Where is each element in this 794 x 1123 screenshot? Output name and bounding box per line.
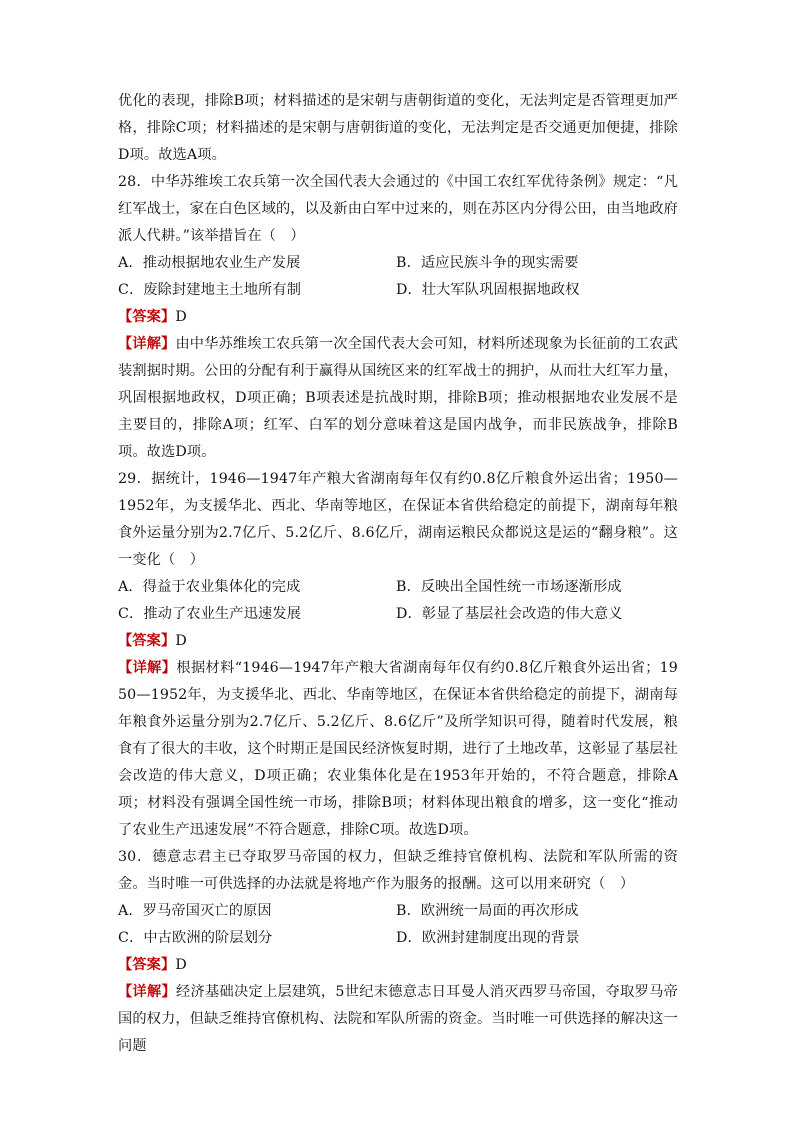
option-b: B．反映出全国性统一市场逐渐形成 [396,579,622,595]
answer-value: D [175,633,187,649]
answer-line [118,628,678,655]
option-a: A．推动根据地农业生产发展 [118,255,301,271]
detail-text: 由中华苏维埃工农兵第一次全国代表大会可知，材料所述现象为长征前的工农武装割据时期。公田的分配有利于赢得从国统区来的红军战士的拥护，从而壮大红军力量，巩固根据地政权，D项正确；B项表述是抗战时期，排除B项；推动根据地农业发展不是主要目的，排除A项；红军、白军的划分意味着这是国内战争，而非民族战争，排除B项。故选D项。 [118,336,678,460]
answer-label: 【答案】 [118,309,176,325]
detail-paragraph [118,655,678,844]
answer-label: 【答案】 [118,957,176,973]
answer-line [118,304,678,331]
answer-label: 【答案】 [118,633,176,649]
detail-label: 【详解】 [118,660,177,676]
answer-line [118,952,678,979]
detail-paragraph [118,979,678,1060]
question-stem: 30．德意志君主已夺取罗马帝国的权力，但缺乏维持官僚机构、法院和军队所需的资金。当时唯一可供选择的办法就是将地产作为服务的报酬。这可以用来研究（ ） [118,849,678,892]
options-grid [118,898,678,952]
detail-text: 根据材料“1946—1947年产粮大省湖南每年仅有约0.8亿斤粮食外运出省；1950—1952年，为支援华北、西北、华南等地区，在保证本省供给稳定的前提下，湖南每年粮食外运量分别为2.7亿斤、5.2亿斤、8.6亿斤”及所学知识可得，随着时代发展，粮食有了很大的丰收，这个时期正是国民经济恢复时期，进行了土地改革，这彰显了基层社会改造的伟大意义，D项正确；农业集体化是在1953年开始的，不符合题意，排除A项；材料没有强调全国性统一市场，排除B项；材料体现出粮食的增多，这一变化“推动了农业生产迅速发展”不符合题意，排除C项。故选D项。 [118,660,678,838]
option-c: C．中古欧洲的阶层划分 [118,930,273,946]
option-b: B．适应民族斗争的现实需要 [396,255,579,271]
question-stem: 29．据统计，1946—1947年产粮大省湖南每年仅有约0.8亿斤粮食外运出省；1950—1952年，为支援华北、西北、华南等地区，在保证本省供给稳定的前提下，湖南每年粮食外运量分别为2.7亿斤、5.2亿斤、8.6亿斤，湖南运粮民众都说这是运的“翻身粮”。这一变化（ ） [118,471,679,568]
option-a: A．得益于农业集体化的完成 [118,579,301,595]
option-c: C．废除封建地主土地所有制 [118,282,302,298]
option-d: D．壮大军队巩固根据地政权 [396,282,580,298]
option-b: B．欧洲统一局面的再次形成 [396,903,579,919]
document-content [118,88,678,1060]
option-d: D．彰显了基层社会改造的伟大意义 [396,606,623,622]
options-grid [118,574,678,628]
option-a: A．罗马帝国灭亡的原因 [118,903,272,919]
options-grid [118,250,678,304]
detail-paragraph [118,331,678,466]
intro-paragraph: 优化的表现，排除B项；材料描述的是宋朝与唐朝街道的变化，无法判定是否管理更加严格，排除C项；材料描述的是宋朝与唐朝街道的变化，无法判定是否交通更加便捷，排除D项。故选A项。 [118,93,678,163]
answer-value: D [175,957,187,973]
detail-text: 经济基础决定上层建筑，5世纪末德意志日耳曼人消灭西罗马帝国，夺取罗马帝国的权力，但缺乏维持官僚机构、法院和军队所需的资金。当时唯一可供选择的解决这一问题 [118,984,678,1054]
option-c: C．推动了农业生产迅速发展 [118,606,302,622]
option-d: D．欧洲封建制度出现的背景 [396,930,580,946]
answer-value: D [175,309,187,325]
question-stem: 28．中华苏维埃工农兵第一次全国代表大会通过的《中国工农红军优待条例》规定：“凡红军战士，家在白色区域的，以及新由白军中过来的，则在苏区内分得公田，由当地政府派人代耕。”该举措旨在（ ） [118,174,678,244]
detail-label: 【详解】 [118,336,176,352]
detail-label: 【详解】 [118,984,176,1000]
